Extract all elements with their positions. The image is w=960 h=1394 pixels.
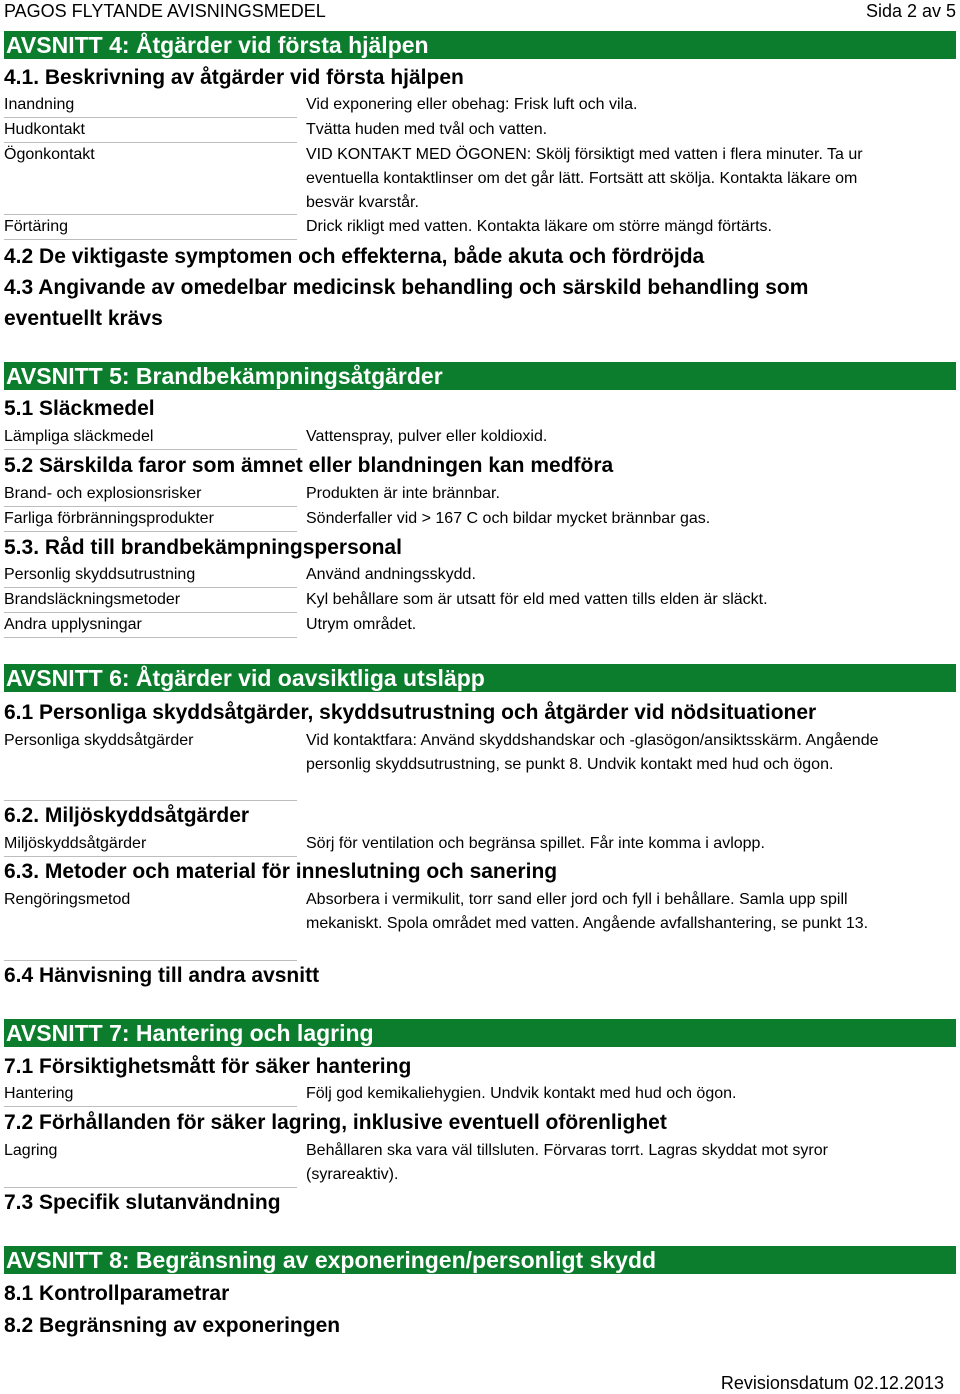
value-hudkontakt: Tvätta huden med tvål och vatten. xyxy=(306,121,548,138)
label-andra-upplysningar: Andra upplysningar xyxy=(4,616,142,633)
label-farliga-forbranningsprodukter: Farliga förbränningsprodukter xyxy=(4,510,214,527)
label-miljoskyddsatgarder: Miljöskyddsåtgärder xyxy=(4,835,147,852)
page-header xyxy=(4,0,956,22)
label-hantering: Hantering xyxy=(4,1085,74,1102)
value-hantering: Följ god kemikaliehygien. Undvik kontakt med hud och ögon. xyxy=(306,1085,737,1102)
value-ogonkontakt: VID KONTAKT MED ÖGONEN: Skölj försiktigt med vatten i flera minuter. Ta ur eventuella kontaktlinser om det går lätt. Fortsätt att skölja. Kontakta läkare om besvär kvarstår. xyxy=(306,146,863,211)
document-title: PAGOS FLYTANDE AVISNINGSMEDEL xyxy=(4,1,326,21)
subsection-4-3: 4.3 Angivande av omedelbar medicinsk behandling och särskild behandling som eventuellt krävs xyxy=(4,276,809,330)
divider xyxy=(4,239,297,240)
subsection-6-2: 6.2. Miljöskyddsåtgärder xyxy=(4,804,250,827)
label-personlig-skyddsutrustning: Personlig skyddsutrustning xyxy=(4,566,196,583)
subsection-5-3: 5.3. Råd till brandbekämpningspersonal xyxy=(4,536,402,559)
section-4-heading: AVSNITT 4: Åtgärder vid första hjälpen xyxy=(4,31,956,59)
value-personliga-skyddsatgarder: Vid kontaktfara: Använd skyddshandskar och -glasögon/ansiktsskärm. Angående personlig skyddsutrustning, se punkt 8. Undvik kontakt med hud och ögon. xyxy=(306,732,879,773)
value-farliga-forbranningsprodukter: Sönderfaller vid > 167 C och bildar mycket brännbar gas. xyxy=(306,510,711,527)
section-8-heading: AVSNITT 8: Begränsning av exponeringen/personligt skydd xyxy=(4,1246,956,1274)
section-7-heading: AVSNITT 7: Hantering och lagring xyxy=(4,1019,956,1047)
subsection-5-2: 5.2 Särskilda faror som ämnet eller blandningen kan medföra xyxy=(4,454,614,477)
label-ogonkontakt: Ögonkontakt xyxy=(4,146,95,163)
label-lampliga-slackmedel: Lämpliga släckmedel xyxy=(4,428,154,445)
divider xyxy=(4,637,297,638)
label-personliga-skyddsatgarder: Personliga skyddsåtgärder xyxy=(4,732,194,749)
value-brand-explosionsrisker: Produkten är inte brännbar. xyxy=(306,485,500,502)
subsection-4-1: 4.1. Beskrivning av åtgärder vid första hjälpen xyxy=(4,66,464,89)
label-fortaring: Förtäring xyxy=(4,218,69,235)
value-lagring: Behållaren ska vara väl tillsluten. Förvaras torrt. Lagras skyddat mot syror (syrareaktiv). xyxy=(306,1142,828,1183)
value-inandning: Vid exponering eller obehag: Frisk luft och vila. xyxy=(306,96,638,113)
subsection-6-3: 6.3. Metoder och material för inneslutning och sanering xyxy=(4,860,558,883)
value-andra-upplysningar: Utrym området. xyxy=(306,616,417,633)
subsection-7-2: 7.2 Förhållanden för säker lagring, inklusive eventuell oförenlighet xyxy=(4,1111,667,1134)
subsection-4-2: 4.2 De viktigaste symptomen och effekterna, både akuta och fördröjda xyxy=(4,245,705,268)
label-lagring: Lagring xyxy=(4,1142,58,1159)
label-brandslackningsmetoder: Brandsläckningsmetoder xyxy=(4,591,181,608)
subsection-5-1: 5.1 Släckmedel xyxy=(4,397,155,420)
value-lampliga-slackmedel: Vattenspray, pulver eller koldioxid. xyxy=(306,428,548,445)
label-rengoringsmetod: Rengöringsmetod xyxy=(4,891,131,908)
page-number: Sida 2 av 5 xyxy=(865,1,956,21)
value-rengoringsmetod: Absorbera i vermikulit, torr sand eller jord och fyll i behållare. Samla upp spill mekaniskt. Spola området med vatten. Angående avfallshantering, se punkt 13. xyxy=(306,891,869,932)
subsection-7-1: 7.1 Försiktighetsmått för säker hantering xyxy=(4,1055,412,1078)
subsection-6-1: 6.1 Personliga skyddsåtgärder, skyddsutrustning och åtgärder vid nödsituationer xyxy=(4,701,817,724)
revision-date: Revisionsdatum 02.12.2013 xyxy=(720,1373,944,1393)
subsection-8-2: 8.2 Begränsning av exponeringen xyxy=(4,1314,341,1337)
section-6-heading: AVSNITT 6: Åtgärder vid oavsiktliga utsläpp xyxy=(4,664,956,692)
subsection-8-1: 8.1 Kontrollparametrar xyxy=(4,1282,230,1305)
section-5-heading: AVSNITT 5: Brandbekämpningsåtgärder xyxy=(4,362,956,390)
value-personlig-skyddsutrustning: Använd andningsskydd. xyxy=(306,566,476,583)
label-brand-explosionsrisker: Brand- och explosionsrisker xyxy=(4,485,202,502)
value-brandslackningsmetoder: Kyl behållare som är utsatt för eld med vatten tills elden är släckt. xyxy=(306,591,768,608)
subsection-7-3: 7.3 Specifik slutanvändning xyxy=(4,1191,281,1214)
subsection-6-4: 6.4 Hänvisning till andra avsnitt xyxy=(4,964,320,987)
label-hudkontakt: Hudkontakt xyxy=(4,121,85,138)
value-miljoskyddsatgarder: Sörj för ventilation och begränsa spillet. Får inte komma i avlopp. xyxy=(306,835,765,852)
label-inandning: Inandning xyxy=(4,96,75,113)
value-fortaring: Drick rikligt med vatten. Kontakta läkare om större mängd förtärts. xyxy=(306,218,772,235)
